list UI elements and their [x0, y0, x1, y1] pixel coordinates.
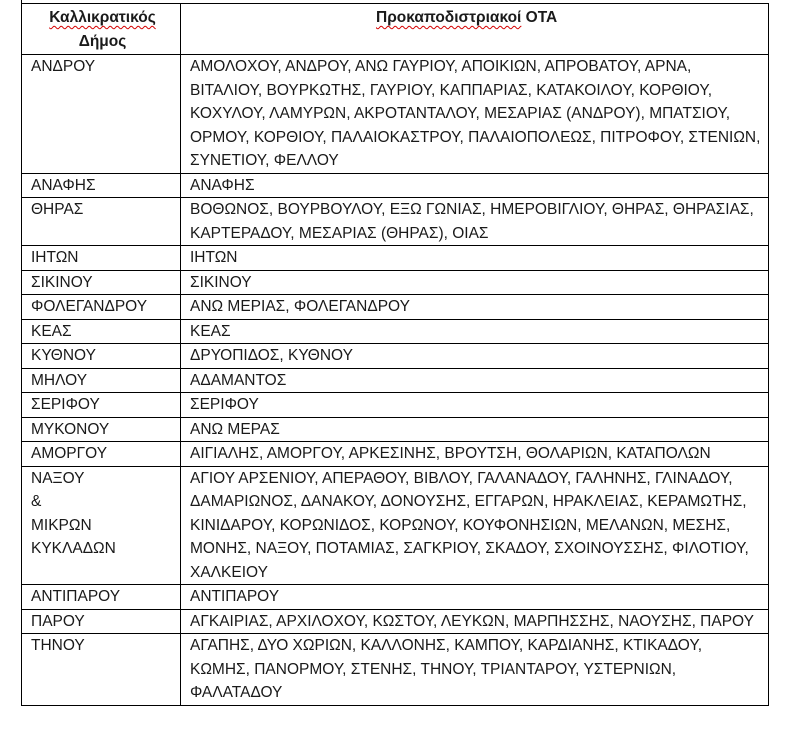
- cell-prokapodistriakoi-ota: ΑΙΓΙΑΛΗΣ, ΑΜΟΡΓΟΥ, ΑΡΚΕΣΙΝΗΣ, ΒΡΟΥΤΣΗ, ΘΟΛΑΡΙΩΝ, ΚΑΤΑΠΟΛΩΝ: [181, 442, 769, 467]
- cell-prokapodistriakoi-ota: ΑΓΙΟΥ ΑΡΣΕΝΙΟΥ, ΑΠΕΡΑΘΟΥ, ΒΙΒΛΟΥ, ΓΑΛΑΝΑΔΟΥ, ΓΑΛΗΝΗΣ, ΓΛΙΝΑΔΟΥ, ΔΑΜΑΡΙΩΝΟΣ, ΔΑΝΑΚΟΥ, ΔΟΝΟΥΣΗΣ, ΕΓΓΑΡΩΝ, ΗΡΑΚΛΕΙΑΣ, ΚΕΡΑΜΩΤΗΣ, ΚΙΝΙΔΑΡΟΥ, ΚΟΡΩΝΙΔΟΣ, ΚΟΡΩΝΟΥ, ΚΟΥΦΟΝΗΣΙΩΝ, ΜΕΛΑΝΩΝ, ΜΕΣΗΣ, ΜΟΝΗΣ, ΝΑΞΟΥ, ΠΟΤΑΜΙΑΣ, ΣΑΓΚΡΙΟΥ, ΣΚΑΔΟΥ, ΣΧΟΙΝΟΥΣΣΗΣ, ΦΙΛΟΤΙΟΥ, ΧΑΛΚΕΙΟΥ: [181, 466, 769, 585]
- header-kallikratikos-dimos: [22, 4, 181, 55]
- table-row: [22, 319, 769, 344]
- cell-kallikratikos-dimos: ΙΗΤΩΝ: [22, 246, 181, 271]
- cell-kallikratikos-dimos: ΚΥΘΝΟΥ: [22, 344, 181, 369]
- cell-kallikratikos-dimos: ΑΝΑΦΗΣ: [22, 173, 181, 198]
- cell-kallikratikos-dimos: ΜΥΚΟΝΟΥ: [22, 417, 181, 442]
- cell-prokapodistriakoi-ota: ΑΝΤΙΠΑΡΟΥ: [181, 585, 769, 610]
- table-row: [22, 634, 769, 706]
- cell-kallikratikos-dimos: ΚΕΑΣ: [22, 319, 181, 344]
- municipalities-table: [21, 3, 769, 706]
- header-col1-line1: Καλλικρατικός: [49, 9, 156, 26]
- cell-prokapodistriakoi-ota: ΑΔΑΜΑΝΤΟΣ: [181, 368, 769, 393]
- cell-kallikratikos-dimos: ΑΝΔΡΟΥ: [22, 55, 181, 174]
- cell-kallikratikos-dimos: ΘΗΡΑΣ: [22, 198, 181, 246]
- header-col2-word1: Προκαποδιστριακοί: [376, 9, 522, 26]
- cell-kallikratikos-dimos: ΑΜΟΡΓΟΥ: [22, 442, 181, 467]
- cell-prokapodistriakoi-ota: ΚΕΑΣ: [181, 319, 769, 344]
- cell-prokapodistriakoi-ota: ΣΕΡΙΦΟΥ: [181, 393, 769, 418]
- table-row: [22, 609, 769, 634]
- cell-prokapodistriakoi-ota: ΒΟΘΩΝΟΣ, ΒΟΥΡΒΟΥΛΟΥ, ΕΞΩ ΓΩΝΙΑΣ, ΗΜΕΡΟΒΙΓΛΙΟΥ, ΘΗΡΑΣ, ΘΗΡΑΣΙΑΣ, ΚΑΡΤΕΡΑΔΟΥ, ΜΕΣΑΡΙΑΣ (ΘΗΡΑΣ), ΟΙΑΣ: [181, 198, 769, 246]
- table-row: [22, 198, 769, 246]
- table-row: [22, 55, 769, 174]
- table-row: [22, 344, 769, 369]
- cell-kallikratikos-dimos: ΝΑΞΟΥ & ΜΙΚΡΩΝ ΚΥΚΛΑΔΩΝ: [22, 466, 181, 585]
- table-row: [22, 295, 769, 320]
- cell-prokapodistriakoi-ota: ΔΡΥΟΠΙΔΟΣ, ΚΥΘΝΟΥ: [181, 344, 769, 369]
- cell-prokapodistriakoi-ota: ΑΓΚΑΙΡΙΑΣ, ΑΡΧΙΛΟΧΟΥ, ΚΩΣΤΟΥ, ΛΕΥΚΩΝ, ΜΑΡΠΗΣΣΗΣ, ΝΑΟΥΣΗΣ, ΠΑΡΟΥ: [181, 609, 769, 634]
- cell-kallikratikos-dimos: ΤΗΝΟΥ: [22, 634, 181, 706]
- table-row: [22, 368, 769, 393]
- table-header-row: [22, 4, 769, 55]
- table-row: [22, 393, 769, 418]
- cell-kallikratikos-dimos: ΜΗΛΟΥ: [22, 368, 181, 393]
- cell-prokapodistriakoi-ota: ΙΗΤΩΝ: [181, 246, 769, 271]
- table-row: [22, 585, 769, 610]
- cell-prokapodistriakoi-ota: ΑΓΑΠΗΣ, ΔΥΟ ΧΩΡΙΩΝ, ΚΑΛΛΟΝΗΣ, ΚΑΜΠΟΥ, ΚΑΡΔΙΑΝΗΣ, ΚΤΙΚΑΔΟΥ, ΚΩΜΗΣ, ΠΑΝΟΡΜΟΥ, ΣΤΕΝΗΣ, ΤΗΝΟΥ, ΤΡΙΑΝΤΑΡΟΥ, ΥΣΤΕΡΝΙΩΝ, ΦΑΛΑΤΑΔΟΥ: [181, 634, 769, 706]
- header-prokapodistriakoi-ota: [181, 4, 769, 55]
- table-row: [22, 417, 769, 442]
- cell-kallikratikos-dimos: ΣΕΡΙΦΟΥ: [22, 393, 181, 418]
- cell-prokapodistriakoi-ota: ΑΜΟΛΟΧΟΥ, ΑΝΔΡΟΥ, ΑΝΩ ΓΑΥΡΙΟΥ, ΑΠΟΙΚΙΩΝ, ΑΠΡΟΒΑΤΟΥ, ΑΡΝΑ, ΒΙΤΑΛΙΟΥ, ΒΟΥΡΚΩΤΗΣ, ΓΑΥΡΙΟΥ, ΚΑΠΠΑΡΙΑΣ, ΚΑΤΑΚΟΙΛΟΥ, ΚΟΡΘΙΟΥ, ΚΟΧΥΛΟΥ, ΛΑΜΥΡΩΝ, ΑΚΡΟΤΑΝΤΑΛΟΥ, ΜΕΣΑΡΙΑΣ (ΑΝΔΡΟΥ), ΜΠΑΤΣΙΟΥ, ΟΡΜΟΥ, ΚΟΡΘΙΟΥ, ΠΑΛΑΙΟΚΑΣΤΡΟΥ, ΠΑΛΑΙΟΠΟΛΕΩΣ, ΠΙΤΡΟΦΟΥ, ΣΤΕΝΙΩΝ, ΣΥΝΕΤΙΟΥ, ΦΕΛΛΟΥ: [181, 55, 769, 174]
- cell-prokapodistriakoi-ota: ΣΙΚΙΝΟΥ: [181, 270, 769, 295]
- cell-kallikratikos-dimos: ΑΝΤΙΠΑΡΟΥ: [22, 585, 181, 610]
- table-row: [22, 246, 769, 271]
- table-row: [22, 466, 769, 585]
- table-row: [22, 442, 769, 467]
- table-row: [22, 173, 769, 198]
- cell-prokapodistriakoi-ota: ΑΝΩ ΜΕΡΙΑΣ, ΦΟΛΕΓΑΝΔΡΟΥ: [181, 295, 769, 320]
- table-row: [22, 270, 769, 295]
- header-col2-word2: ΟΤΑ: [521, 9, 558, 26]
- cell-prokapodistriakoi-ota: ΑΝΑΦΗΣ: [181, 173, 769, 198]
- cell-kallikratikos-dimos: ΦΟΛΕΓΑΝΔΡΟΥ: [22, 295, 181, 320]
- header-col1-line2: Δήμος: [78, 32, 127, 50]
- cell-kallikratikos-dimos: ΣΙΚΙΝΟΥ: [22, 270, 181, 295]
- cell-prokapodistriakoi-ota: ΑΝΩ ΜΕΡΑΣ: [181, 417, 769, 442]
- cell-kallikratikos-dimos: ΠΑΡΟΥ: [22, 609, 181, 634]
